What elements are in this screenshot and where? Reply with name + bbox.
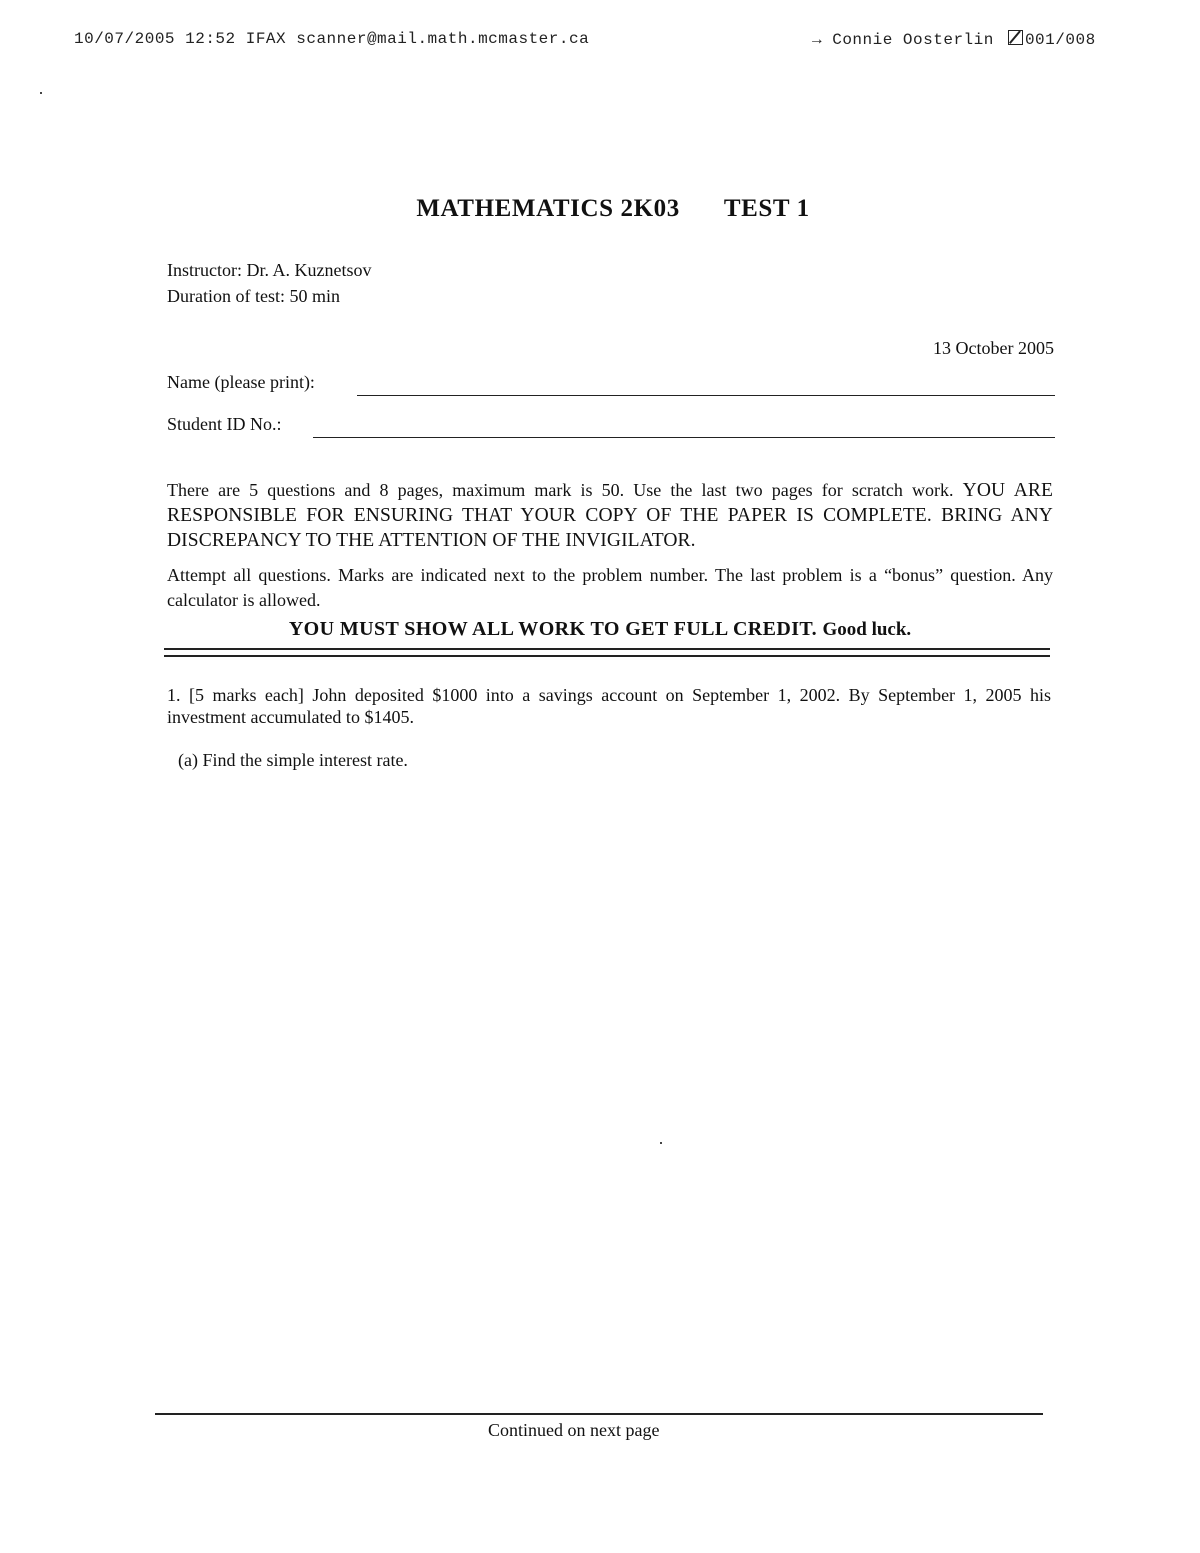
student-id-field (167, 414, 1055, 438)
fax-header-sender: 10/07/2005 12:52 IFAX scanner@mail.math.mcmaster.ca (74, 30, 590, 48)
fax-header (0, 30, 1200, 54)
name-field-label: Name (please print): (167, 372, 315, 392)
footer-rule (155, 1413, 1043, 1415)
instructions-paragraph-1 (167, 478, 1053, 553)
show-work-banner (0, 618, 1200, 641)
scan-speck (40, 92, 42, 94)
continued-note: Continued on next page (488, 1420, 660, 1440)
name-field (167, 372, 1055, 396)
instructor-line: Instructor: Dr. A. Kuznetsov (167, 260, 372, 280)
instructions-intro: There are 5 questions and 8 pages, maximum mark is 50. Use the last two pages for scratch work. (167, 480, 954, 500)
fax-page-icon (1008, 30, 1023, 45)
course-title: MATHEMATICS 2K03 (416, 195, 680, 222)
page-title (0, 195, 1200, 223)
show-work-text: YOU MUST SHOW ALL WORK TO GET FULL CREDIT. (288, 618, 818, 640)
divider-top (164, 648, 1050, 650)
duration-line: Duration of test: 50 min (167, 286, 340, 306)
divider-bottom (164, 655, 1050, 657)
arrow-icon: → (812, 31, 823, 49)
good-luck-text: Good luck. (822, 619, 912, 640)
fax-recipient: Connie Oosterlin (832, 31, 994, 49)
test-title: TEST 1 (723, 195, 810, 222)
fax-header-recipient-block (812, 30, 1096, 49)
question-1: 1. [5 marks each] John deposited $1000 into a savings account on September 1, 2002. By September 1, 2005 his investment accumulated to $1405. (167, 685, 1051, 727)
test-date: 13 October 2005 (933, 338, 1054, 358)
question-1a: (a) Find the simple interest rate. (178, 750, 408, 770)
name-input-line[interactable] (357, 395, 1055, 397)
instructions-responsibility: YOU ARE RESPONSIBLE FOR ENSURING THAT YOUR COPY OF THE PAPER IS COMPLETE. BRING ANY DISCREPANCY TO THE ATTENTION OF THE INVIGILATOR. (167, 480, 1054, 551)
instructions-paragraph-2: Attempt all questions. Marks are indicated next to the problem number. The last problem is a “bonus” question. Any calculator is allowed. (167, 565, 1053, 610)
student-id-field-label: Student ID No.: (167, 414, 282, 434)
fax-page-count: 001/008 (1024, 31, 1096, 49)
student-id-input-line[interactable] (313, 437, 1055, 439)
scan-speck (660, 1142, 662, 1144)
